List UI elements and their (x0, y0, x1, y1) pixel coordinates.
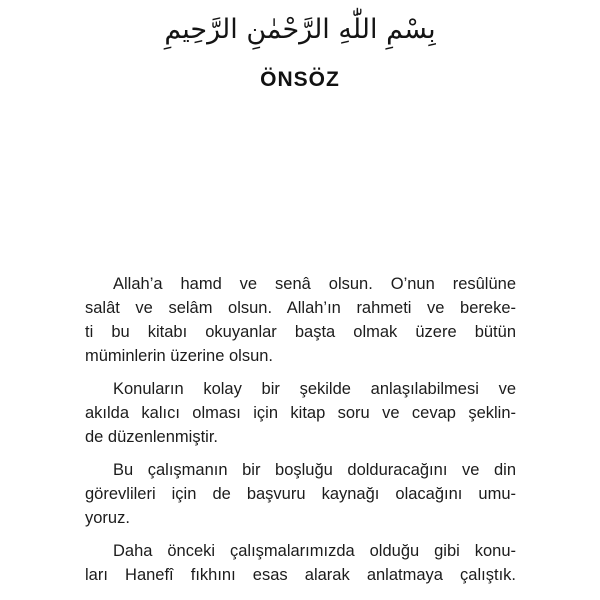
text-line: yoruz. (85, 509, 130, 527)
page-title: ÖNSÖZ (260, 68, 340, 91)
paragraph-2 (85, 377, 516, 449)
text-line: ti bu kitabı okuyanlar başta olmak üzere bütün (85, 323, 516, 341)
text-line: akılda kalıcı olması için kitap soru ve cevap şeklin- (85, 404, 516, 422)
text-line: Konuların kolay bir şekilde anlaşılabilmesi ve (113, 380, 516, 398)
body-text (85, 272, 516, 596)
text-line: salât ve selâm olsun. Allah’ın rahmeti ve bereke- (85, 299, 516, 317)
basmala-calligraphy: بِسْمِ اللّٰهِ الرَّحْمٰنِ الرَّحِيمِ (164, 14, 436, 45)
paragraph-3 (85, 458, 516, 530)
text-line: ları Hanefî fıkhını esas alarak anlatmaya çalıştık. (85, 566, 516, 584)
text-line: de düzenlenmiştir. (85, 428, 218, 446)
text-line: Bu çalışmanın bir boşluğu dolduracağını ve din (113, 461, 516, 479)
paragraph-1 (85, 272, 516, 368)
text-line: müminlerin üzerine olsun. (85, 347, 274, 365)
paragraph-4 (85, 539, 516, 587)
text-line: görevlileri için de başvuru kaynağı olacağını umu- (85, 485, 516, 503)
text-line: Allah’a hamd ve senâ olsun. O’nun resûlüne (113, 275, 516, 293)
text-line: Daha önceki çalışmalarımızda olduğu gibi konu- (113, 542, 516, 560)
